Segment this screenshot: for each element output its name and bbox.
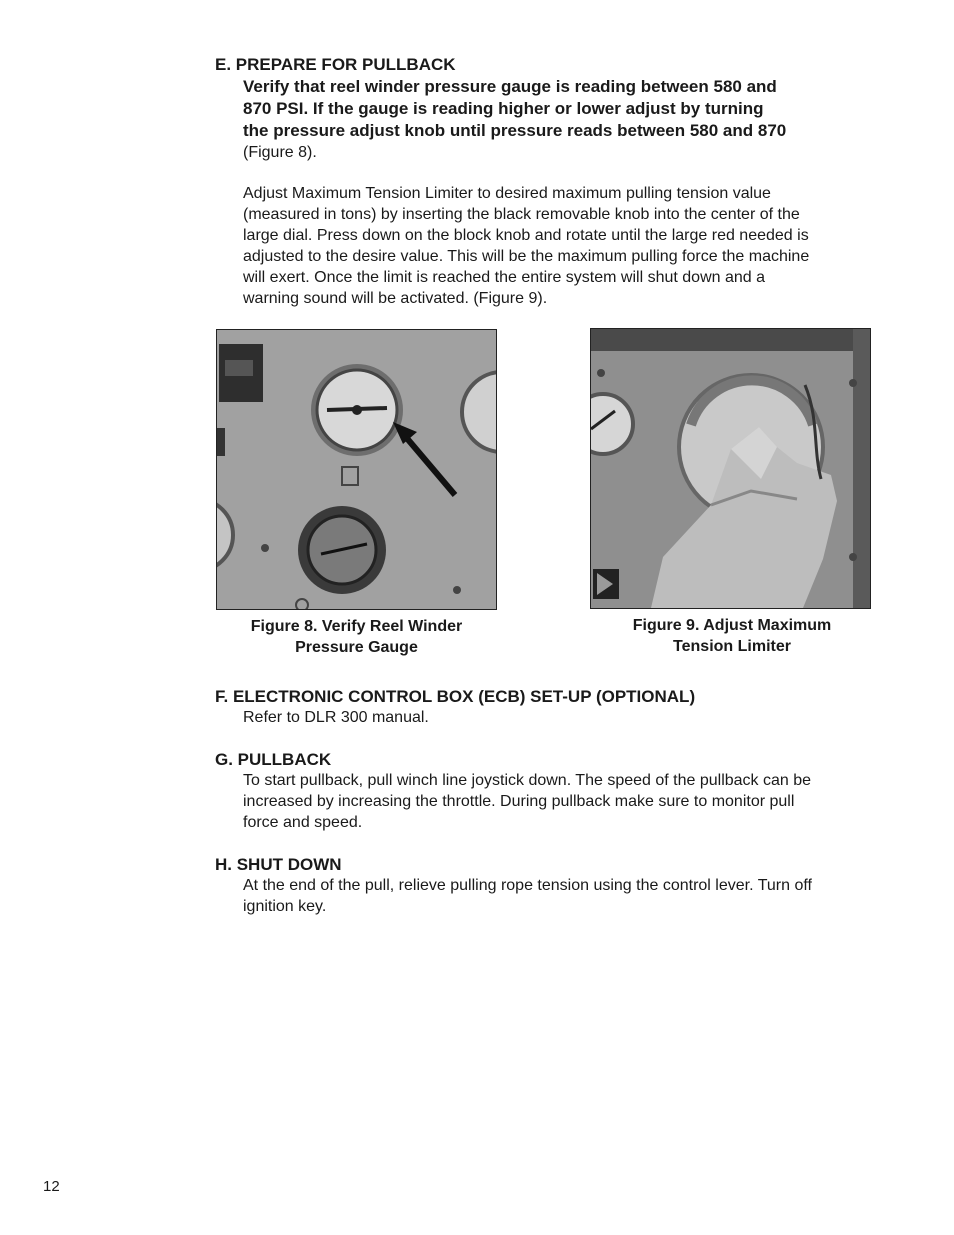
paragraph-line: Adjust Maximum Tension Limiter to desired maximum pulling tension value [243,185,771,202]
paragraph-line: increased by increasing the throttle. During pullback make sure to monitor pull [243,793,795,810]
caption-line: Pressure Gauge [295,639,418,656]
section-e-paragraph [243,183,883,309]
paragraph-line: ignition key. [243,898,327,915]
caption-line: Figure 9. Adjust Maximum [632,617,832,634]
paragraph-line: force and speed. [243,814,363,831]
page-number: 12 [43,1178,60,1195]
section-e-instructions [243,76,883,163]
caption-line: Figure 8. Verify Reel Winder [250,618,463,635]
figure-8-caption [216,616,497,658]
figure-9-caption [590,615,874,657]
section-h-heading: H. SHUT DOWN [215,855,342,874]
figure-9-photo [590,328,871,609]
paragraph-line: warning sound will be activated. (Figure 9). [243,290,548,307]
section-f-body [243,707,883,728]
figure-8-photo [216,329,497,610]
section-h-body [243,875,883,917]
paragraph-line: (measured in tons) by inserting the black removable knob into the center of the [243,206,800,223]
paragraph-line: To start pullback, pull winch line joystick down. The speed of the pullback can be [243,772,812,789]
section-f-heading: F. ELECTRONIC CONTROL BOX (ECB) SET-UP (OPTIONAL) [215,687,696,706]
figure-reference: (Figure 8). [243,144,317,161]
instruction-line: the pressure adjust knob until pressure reads between 580 and 870 [243,121,787,140]
paragraph-line: will exert. Once the limit is reached the entire system will shut down and a [243,269,766,286]
section-e-heading: E. PREPARE FOR PULLBACK [215,55,456,74]
paragraph-line: adjusted to the desire value. This will be the maximum pulling force the machine [243,248,810,265]
section-g-body [243,770,883,833]
paragraph-line: At the end of the pull, relieve pulling rope tension using the control lever. Turn off [243,877,812,894]
paragraph-line: Refer to DLR 300 manual. [243,709,429,726]
instruction-line: Verify that reel winder pressure gauge is reading between 580 and [243,77,777,96]
caption-line: Tension Limiter [673,638,791,655]
instruction-line: 870 PSI. If the gauge is reading higher or lower adjust by turning [243,99,764,118]
paragraph-line: large dial. Press down on the block knob and rotate until the large red needed is [243,227,809,244]
section-g-heading: G. PULLBACK [215,750,332,769]
